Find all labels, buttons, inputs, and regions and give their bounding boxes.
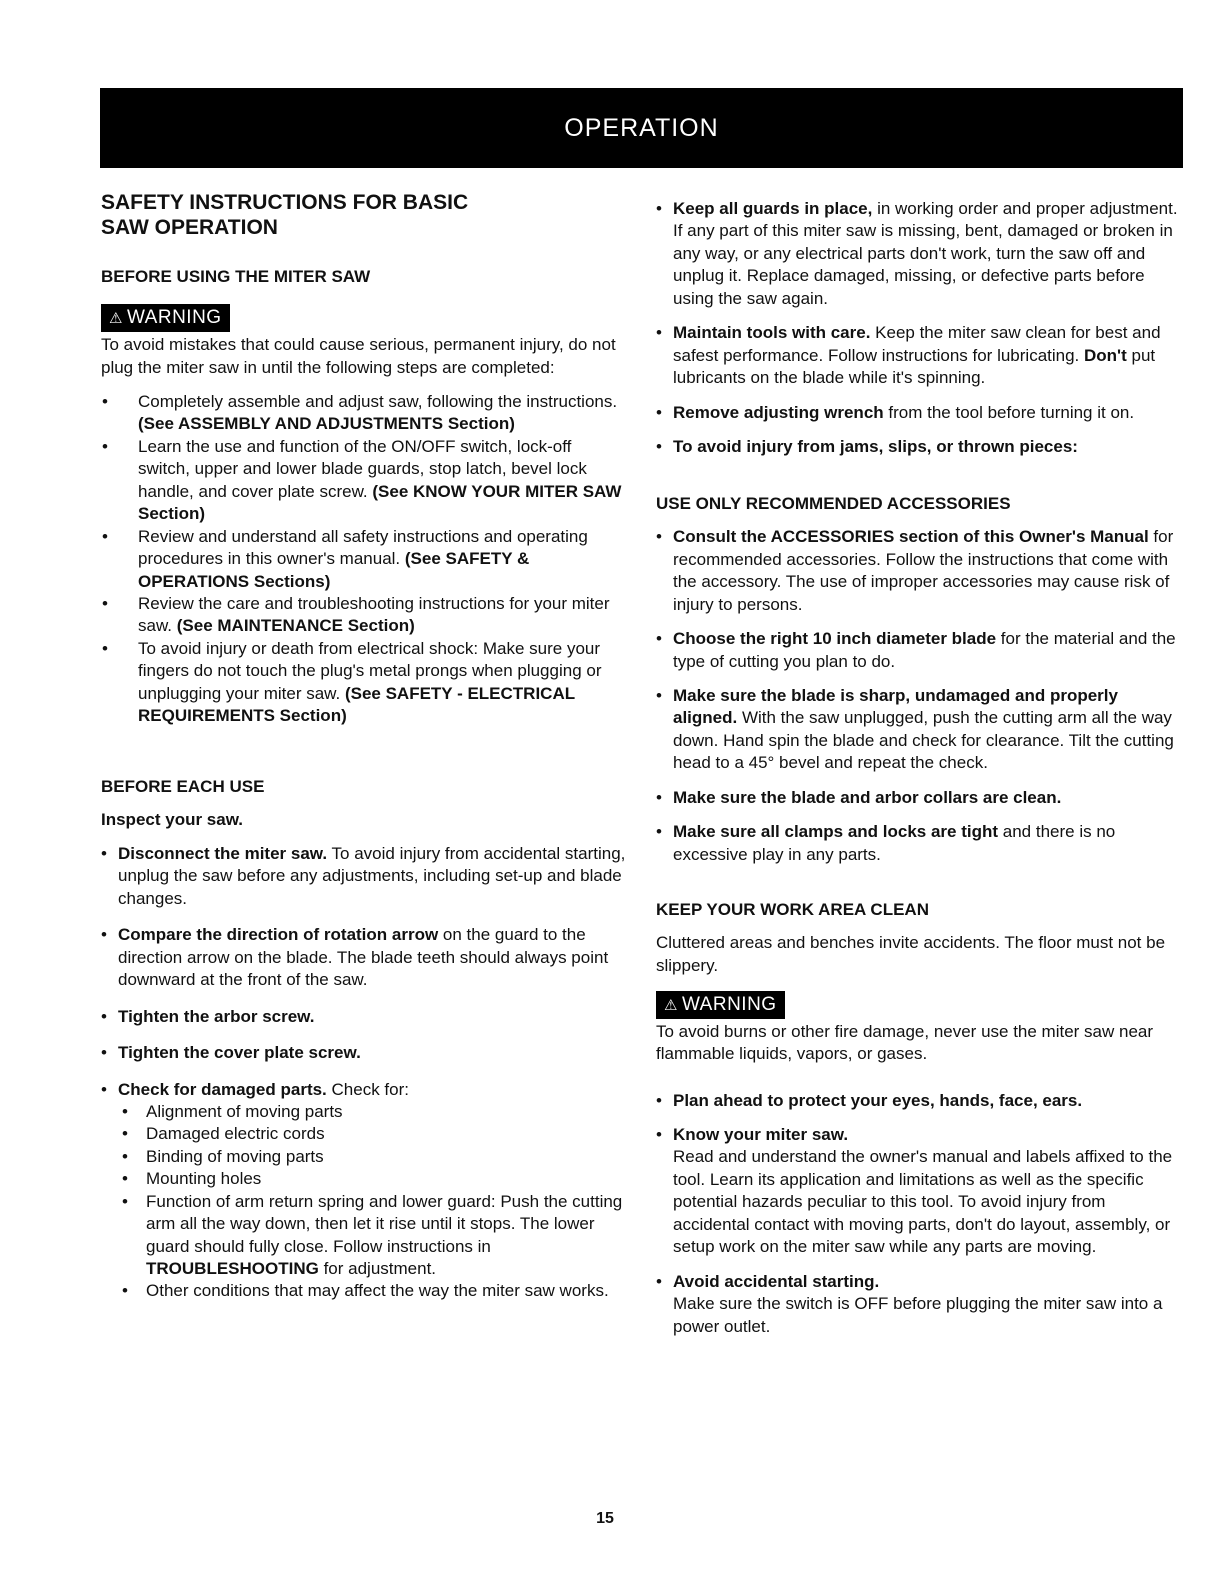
work-area-heading: KEEP YOUR WORK AREA CLEAN — [656, 900, 929, 920]
safety-habits-list — [656, 1090, 1184, 1338]
list-item: • Damaged electric cords — [122, 1123, 626, 1145]
warning-badge-1 — [101, 304, 626, 332]
page-title — [101, 190, 626, 240]
list-item: • Choose the right 10 inch diameter blade for the material and the type of cutting you plan to do. — [656, 628, 1184, 673]
check-sublist — [122, 1101, 626, 1303]
before-each-use-heading: BEFORE EACH USE — [101, 776, 265, 796]
list-item: • Function of arm return spring and lower guard: Push the cutting arm all the way down, then let it rise until it stops. The lower guard should fully close. Follow instructions in TROUBLESHOOTING for adjustment. — [122, 1191, 626, 1281]
warning-triangle-icon: ⚠ — [664, 996, 678, 1014]
list-item: • Remove adjusting wrench from the tool before turning it on. — [656, 402, 1184, 424]
page-number: 15 — [596, 1510, 614, 1527]
inspect-list — [101, 843, 626, 1303]
warning-text-1: To avoid mistakes that could cause serious, permanent injury, do not plug the miter saw in until the following steps are completed: — [101, 335, 616, 377]
list-item: • Other conditions that may affect the way the miter saw works. — [122, 1280, 626, 1302]
warning-label: WARNING — [681, 993, 777, 1015]
know-paragraph: Read and understand the owner's manual and labels affixed to the tool. Learn its application and limitations as well as the specific potential hazards peculiar to this tool. To avoid injury from accidental contact with moving parts, don't do layout, assembly, or setup work on the miter saw while any parts are moving. — [673, 1147, 1173, 1257]
list-item: • Completely assemble and adjust saw, following the instructions. (See ASSEMBLY AND ADJUSTMENTS Section) — [101, 391, 626, 436]
left-column — [101, 190, 626, 1303]
warning-triangle-icon: ⚠ — [109, 310, 123, 328]
work-area-text: Cluttered areas and benches invite accidents. The floor must not be slippery. — [656, 933, 1166, 975]
before-using-heading: BEFORE USING THE MITER SAW — [101, 267, 371, 287]
list-item: • Make sure the blade is sharp, undamaged and properly aligned. With the saw unplugged, push the cutting arm all the way down. Hand spin the blade and check for clearance. Tilt the cutting head to a 45° bevel and repeat the check. — [656, 685, 1184, 775]
list-item: • Compare the direction of rotation arrow on the guard to the direction arrow on the blade. The blade teeth should always point downward at the front of the saw. — [101, 924, 626, 991]
accessories-heading: USE ONLY RECOMMENDED ACCESSORIES — [656, 494, 1011, 514]
list-item: • Mounting holes — [122, 1168, 626, 1190]
avoid-paragraph: Make sure the switch is OFF before plugging the miter saw into a power outlet. — [673, 1294, 1163, 1336]
right-column — [656, 190, 1184, 1338]
accessories-list — [656, 526, 1184, 866]
inspect-heading: Inspect your saw. — [101, 809, 244, 829]
list-item: • Check for damaged parts. Check for: • Alignment of moving parts • Damaged electric cords • Binding of moving parts • Mounting holes • Function of arm return spring and lower guard: Push the cutting arm all the way down, then let it rise until it stops. The lower guard should fully close. Follow instructions in TROUBLESHOOTING for adjustment. • Other conditions that may affect the way the miter saw works. — [101, 1079, 626, 1303]
list-item: • Tighten the cover plate screw. — [101, 1042, 626, 1064]
setup-steps-list — [101, 391, 626, 728]
list-item: • Maintain tools with care. Keep the miter saw clean for best and safest performance. Follow instructions for lubricating. Don't put lubricants on the blade while it's spinning. — [656, 322, 1184, 389]
list-item: • Disconnect the miter saw. To avoid injury from accidental starting, unplug the saw before any adjustments, including set-up and blade changes. — [101, 843, 626, 910]
banner-title: OPERATION — [564, 113, 719, 142]
list-item: • Tighten the arbor screw. — [101, 1006, 626, 1028]
guards-list — [656, 198, 1184, 458]
list-item: • Review the care and troubleshooting instructions for your miter saw. (See MAINTENANCE Section) — [101, 593, 626, 638]
guards-paragraph: If any part of this miter saw is missing, bent, damaged or broken in any way, or any electrical parts don't work, turn the saw off and unplug it. Replace damaged, missing, or defective parts before using the saw again. — [673, 221, 1173, 308]
list-item: • Learn the use and function of the ON/OFF switch, lock-off switch, upper and lower blade guards, stop latch, bevel lock handle, and cover plate screw. (See KNOW YOUR MITER SAW Section) — [101, 436, 626, 526]
list-item: • Avoid accidental starting. Make sure the switch is OFF before plugging the miter saw into a power outlet. — [656, 1271, 1184, 1338]
title-line-1: SAFETY INSTRUCTIONS FOR BASIC — [101, 191, 469, 214]
list-item: • Consult the ACCESSORIES section of this Owner's Manual for recommended accessories. Follow the instructions that come with the accessory. The use of improper accessories may cause risk of injury to persons. — [656, 526, 1184, 616]
title-line-2: SAW OPERATION — [101, 216, 278, 240]
list-item: • Make sure all clamps and locks are tight and there is no excessive play in any parts. — [656, 821, 1184, 866]
list-item: • To avoid injury from jams, slips, or thrown pieces: — [656, 436, 1184, 458]
list-item: • Binding of moving parts — [122, 1146, 626, 1168]
list-item: • Know your miter saw. Read and understand the owner's manual and labels affixed to the tool. Learn its application and limitations as well as the specific potential hazards peculiar to this tool. To avoid injury from accidental contact with moving parts, don't do layout, assembly, or setup work on the miter saw while any parts are moving. — [656, 1124, 1184, 1259]
warning-text-2: To avoid burns or other fire damage, never use the miter saw near flammable liquids, vapors, or gases. — [656, 1021, 1154, 1064]
list-item: • Plan ahead to protect your eyes, hands, face, ears. — [656, 1090, 1184, 1112]
list-item: • To avoid injury or death from electrical shock: Make sure your fingers do not touch the plug's metal prongs when plugging or unplugging your miter saw. (See SAFETY - ELECTRICAL REQUIREMENTS Section) — [101, 638, 626, 728]
warning-badge-2 — [656, 991, 1184, 1019]
list-item: • Alignment of moving parts — [122, 1101, 626, 1123]
list-item: • Keep all guards in place, in working order and proper adjustment. If any part of this miter saw is missing, bent, damaged or broken in any way, or any electrical parts don't work, turn the saw off and unplug it. Replace damaged, missing, or defective parts before using the saw again. — [656, 198, 1184, 310]
section-banner — [100, 88, 1183, 168]
list-item: • Make sure the blade and arbor collars are clean. — [656, 787, 1184, 809]
list-item: • Review and understand all safety instructions and operating procedures in this owner's manual. (See SAFETY & OPERATIONS Sections) — [101, 526, 626, 593]
warning-label: WARNING — [126, 307, 222, 329]
